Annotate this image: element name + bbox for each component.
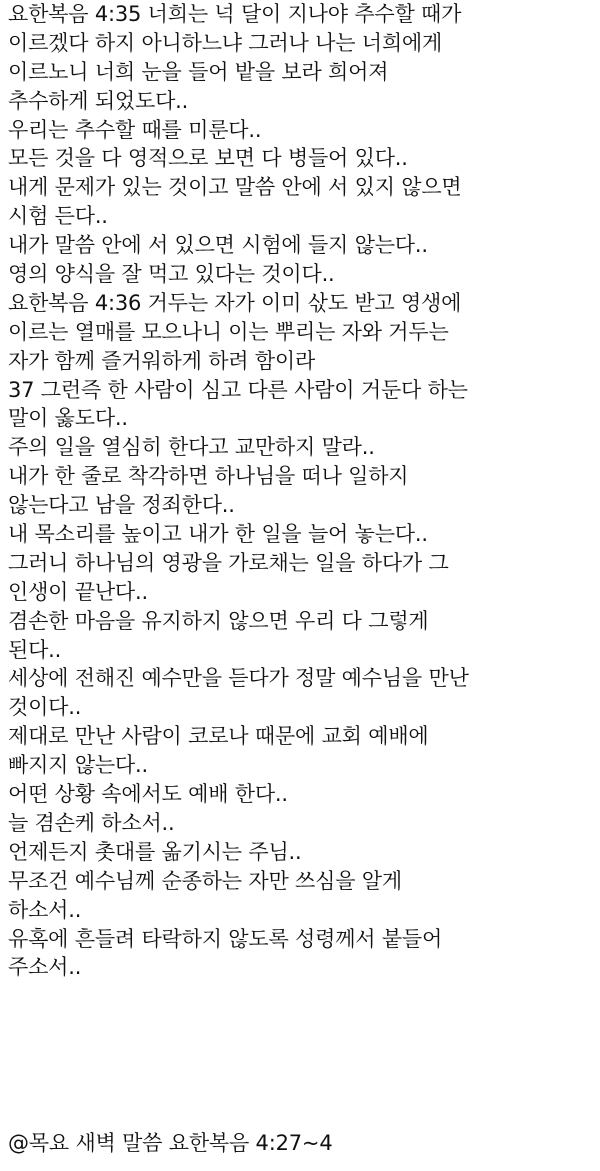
text-line: 세상에 전해진 예수만을 듣다가 정말 예수님을 만난 [8, 666, 469, 691]
text-line: 유혹에 흔들려 타락하지 않도록 성령께서 붙들어 [8, 926, 443, 951]
text-line: 우리는 추수할 때를 미룬다.. [8, 117, 262, 142]
text-line: 무조건 예수님께 순종하는 자만 쓰심을 알게 [8, 868, 402, 893]
text-line: 주소서.. [8, 955, 82, 980]
text-line: 요한복음 4:35 너희는 넉 달이 지나야 추수할 때가 [8, 2, 462, 26]
text-line: 영의 양식을 잘 먹고 있다는 것이다.. [8, 262, 335, 287]
document-body [8, 0, 598, 982]
text-line: 요한복음 4:36 거두는 자가 이미 삯도 받고 영생에 [8, 290, 462, 315]
text-line: 내게 문제가 있는 것이고 말씀 안에 서 있지 않으면 [8, 175, 462, 200]
text-line: 언제든지 촛대를 옮기시는 주님.. [8, 839, 302, 864]
text-line: 하소서.. [8, 897, 82, 922]
text-line: 이르겠다 하지 아니하느냐 그러나 나는 너희에게 [8, 30, 443, 55]
text-line: 주의 일을 열심히 한다고 교만하지 말라.. [8, 435, 375, 460]
text-line: 것이다.. [8, 695, 82, 720]
text-line: 인생이 끝난다.. [8, 579, 148, 604]
text-line: 제대로 만난 사람이 코로나 때문에 교회 예배에 [8, 724, 429, 749]
text-line: 된다.. [8, 637, 62, 662]
sermon-source-footer: @목요 새벽 말씀 요한복음 4:27~4 [8, 1131, 333, 1155]
text-line: 37 그런즉 한 사람이 심고 다른 사람이 거둔다 하는 [8, 377, 468, 402]
text-line: 내 목소리를 높이고 내가 한 일을 늘어 놓는다.. [8, 522, 428, 547]
text-line: 이르는 열매를 모으나니 이는 뿌리는 자와 거두는 [8, 319, 449, 344]
text-line: 자가 함께 즐거워하게 하려 함이라 [8, 348, 316, 373]
text-line: 모든 것을 다 영적으로 보면 다 병들어 있다.. [8, 146, 408, 171]
text-line: 어떤 상황 속에서도 예배 한다.. [8, 782, 288, 807]
text-line: 내가 한 줄로 착각하면 하나님을 떠나 일하지 [8, 464, 409, 489]
text-line: 내가 말씀 안에 서 있으면 시험에 들지 않는다.. [8, 233, 428, 258]
text-line: 겸손한 마음을 유지하지 않으면 우리 다 그렇게 [8, 608, 429, 633]
text-line: 그러니 하나님의 영광을 가로채는 일을 하다가 그 [8, 550, 449, 575]
text-line: 말이 옳도다.. [8, 406, 128, 431]
text-line: 빠지지 않는다.. [8, 753, 148, 778]
text-line: 시험 든다.. [8, 204, 108, 229]
text-line: 않는다고 남을 정죄한다.. [8, 493, 235, 518]
text-line: 늘 겸손케 하소서.. [8, 810, 175, 835]
text-line: 추수하게 되었도다.. [8, 88, 189, 113]
text-line: 이르노니 너희 눈을 들어 밭을 보라 희어져 [8, 59, 389, 84]
